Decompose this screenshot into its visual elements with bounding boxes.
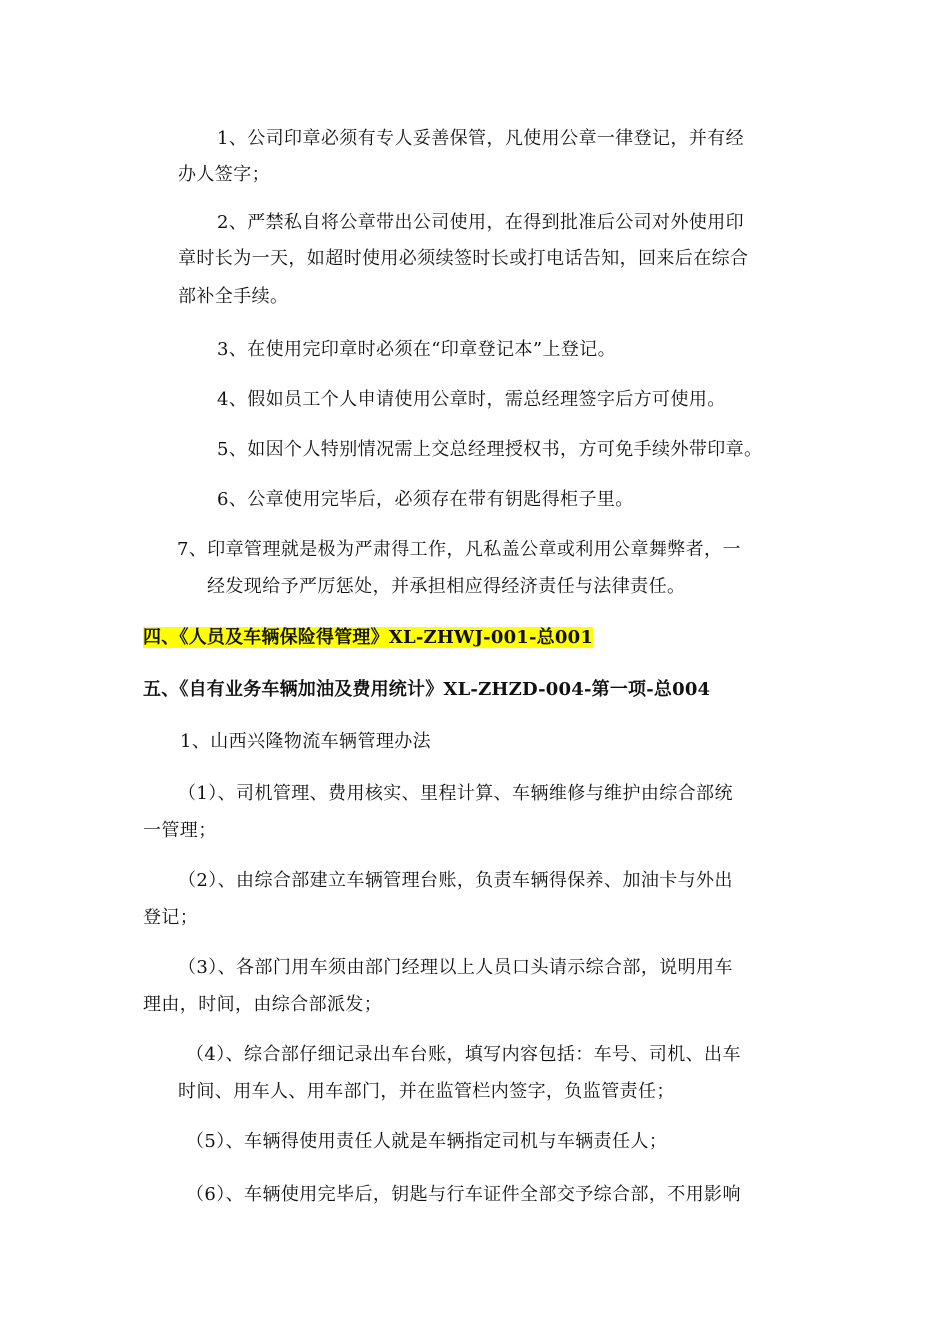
vehicle-rule-3-line-2: 理由，时间，由综合部派发； [143, 994, 383, 1015]
vehicle-rule-1-line-1: （1）、司机管理、费用核实、里程计算、车辆维修与维护由综合部统 [178, 783, 733, 804]
vehicle-rule-5: （5）、车辆得使用责任人就是车辆指定司机与车辆责任人； [186, 1131, 668, 1152]
vehicle-rule-4-line-1: （4）、综合部仔细记录出车台账，填写内容包括：车号、司机、出车 [186, 1044, 741, 1065]
seal-rule-7-line-1: 7、印章管理就是极为严肃得工作，凡私盖公章或利用公章舞弊者，一 [177, 539, 741, 560]
section-4-title: 四、《人员及车辆保险得管理》XL-ZHWJ-001-总001 [143, 627, 594, 648]
seal-rule-2-line-1: 2、严禁私自将公章带出公司使用，在得到批准后公司对外使用印 [217, 212, 745, 233]
seal-rule-5: 5、如因个人特别情况需上交总经理授权书，方可免手续外带印章。 [217, 439, 763, 460]
vehicle-rule-3-line-1: （3）、各部门用车须由部门经理以上人员口头请示综合部，说明用车 [178, 957, 733, 978]
vehicle-rule-2-line-2: 登记； [143, 907, 199, 928]
section-4-heading [143, 626, 593, 650]
seal-rule-7-line-2: 经发现给予严厉惩处，并承担相应得经济责任与法律责任。 [207, 576, 686, 597]
vehicle-rule-6-line-1: （6）、车辆使用完毕后，钥匙与行车证件全部交予综合部，不用影响 [186, 1184, 741, 1205]
seal-rule-3: 3、在使用完印章时必须在“印章登记本”上登记。 [217, 339, 617, 360]
seal-rule-2-line-3: 部补全手续。 [178, 286, 289, 307]
seal-rule-6: 6、公章使用完毕后，必须存在带有钥匙得柜子里。 [217, 489, 634, 510]
section-5-subtitle: 1、山西兴隆物流车辆管理办法 [180, 731, 432, 752]
seal-rule-4: 4、假如员工个人申请使用公章时，需总经理签字后方可使用。 [217, 389, 726, 410]
vehicle-rule-1-line-2: 一管理； [143, 820, 217, 841]
seal-rule-1-line-1: 1、公司印章必须有专人妥善保管，凡使用公章一律登记，并有经 [217, 128, 745, 149]
seal-rule-1-line-2: 办人签字； [178, 164, 270, 185]
seal-rule-2-line-2: 章时长为一天，如超时使用必须续签时长或打电话告知，回来后在综合 [178, 248, 749, 269]
vehicle-rule-2-line-1: （2）、由综合部建立车辆管理台账，负责车辆得保养、加油卡与外出 [178, 870, 733, 891]
section-5-heading: 五、《自有业务车辆加油及费用统计》XL-ZHZD-004-第一项-总004 [143, 679, 711, 700]
vehicle-rule-4-line-2: 时间、用车人、用车部门，并在监管栏内签字，负监管责任； [178, 1081, 675, 1102]
